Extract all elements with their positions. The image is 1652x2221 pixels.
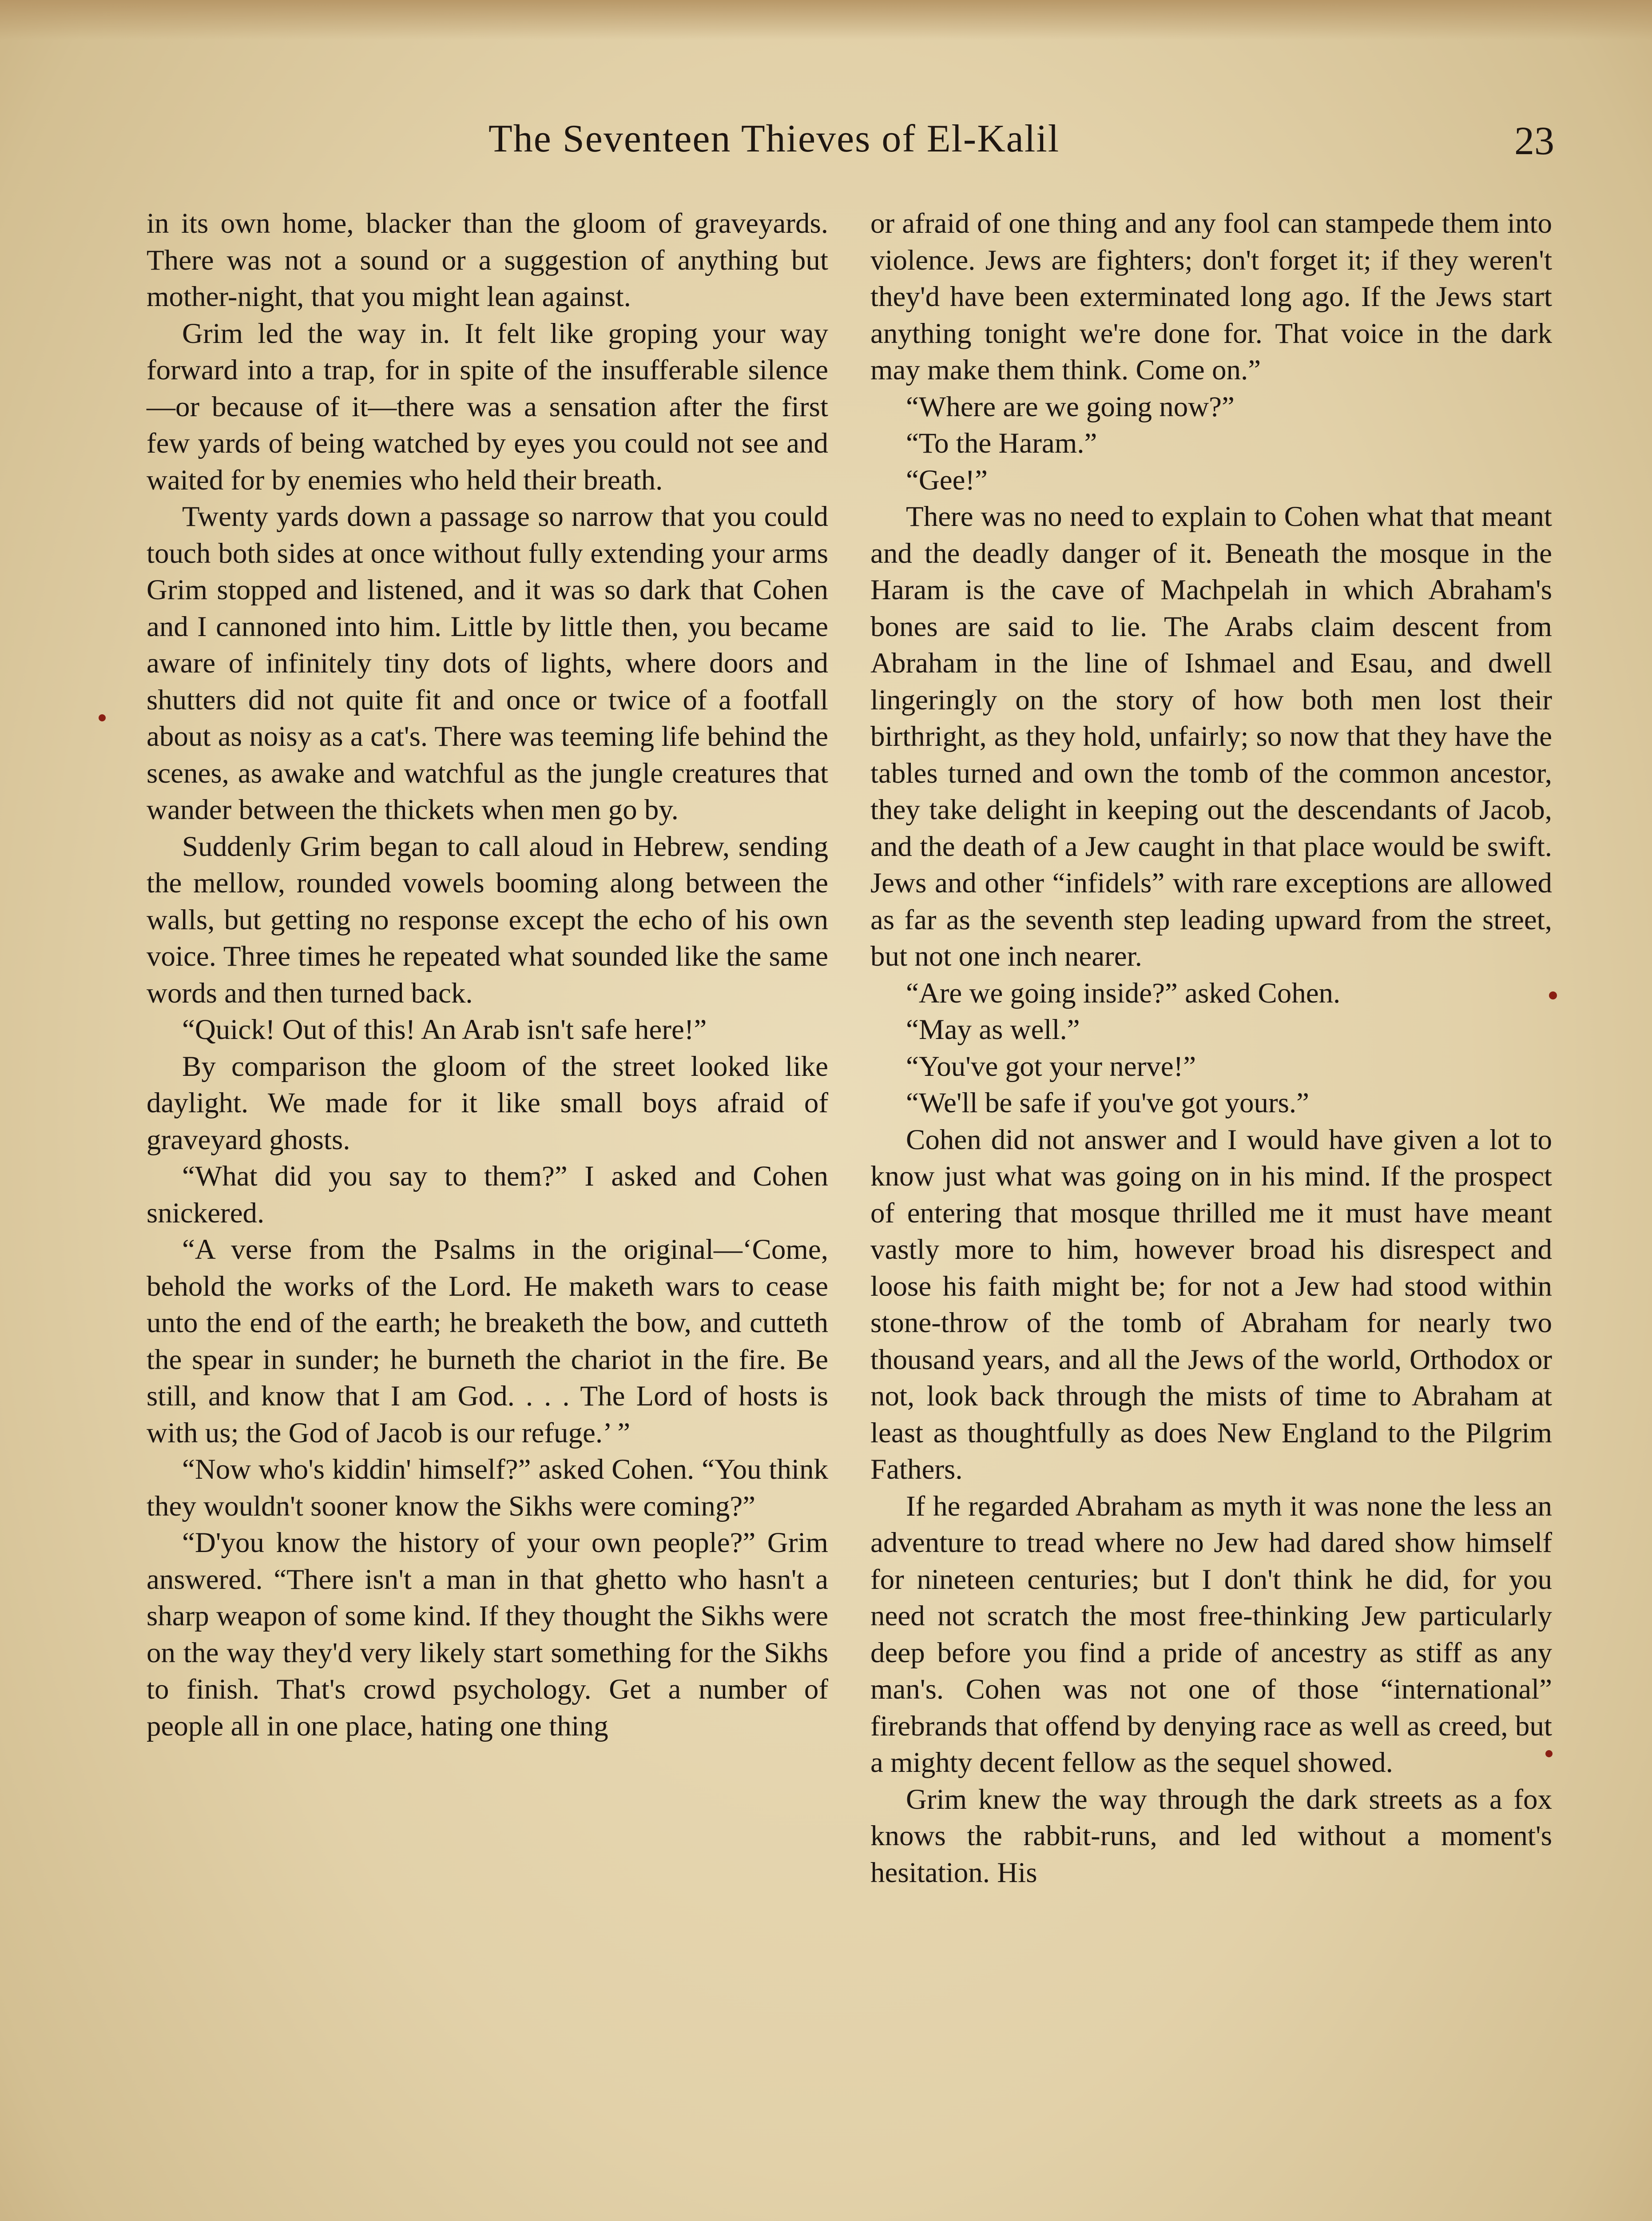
paragraph: “Now who's kiddin' himself?” asked Cohen. “You think they wouldn't sooner know the Sikhs were coming?” [147, 1453, 828, 1522]
right-column [870, 205, 1552, 1891]
paragraph: “Are we going inside?” asked Cohen. [906, 977, 1341, 1009]
paragraph: Grim knew the way through the dark streets as a fox knows the rabbit-runs, and led without a moment's hesitation. His [870, 1783, 1552, 1889]
ink-speck [1545, 1750, 1553, 1757]
paragraph: “May as well.” [906, 1014, 1080, 1046]
paragraph: “Where are we going now?” [906, 390, 1235, 423]
paragraph: “We'll be safe if you've got yours.” [906, 1087, 1310, 1119]
paragraph: By comparison the gloom of the street looked like daylight. We made for it like small boys afraid of graveyard ghosts. [147, 1050, 828, 1156]
paragraph: Grim led the way in. It felt like groping your way forward into a trap, for in spite of the insufferable silence—or because of it—there was a sensation after the first few yards of being watched by eyes you could not see and waited for by enemies who held their breath. [147, 317, 828, 496]
ink-speck [1549, 991, 1557, 999]
paragraph: “What did you say to them?” I asked and Cohen snickered. [147, 1160, 828, 1229]
paragraph: Cohen did not answer and I would have given a lot to know just what was going on in his mind. If the prospect of entering that mosque thrilled me it must have meant vastly more to him, however broad his disrespect and loose his faith might be; for not a Jew had stood within stone-throw of the tomb of Abraham for nearly two thousand years, and all the Jews of the world, Orthodox or not, look back through the mists of time to Abraham at least as thoughtfully as does New England to the Pilgrim Fathers. [870, 1123, 1552, 1485]
paragraph: “To the Haram.” [906, 427, 1097, 459]
paragraph: Twenty yards down a passage so narrow that you could touch both sides at once without fully extending your arms Grim stopped and listened, and it was so dark that Cohen and I cannoned into him. Little by little then, you became aware of infinitely tiny dots of lights, where doors and shutters did not quite fit and once or twice of a footfall about as noisy as a cat's. There was teeming life behind the scenes, as awake and watchful as the jungle creatures that wander between the thickets when men go by. [147, 501, 828, 826]
paragraph: “You've got your nerve!” [906, 1050, 1196, 1083]
paragraph: “Quick! Out of this! An Arab isn't safe here!” [182, 1014, 707, 1046]
paragraph: “A verse from the Psalms in the original—‘Come, behold the works of the Lord. He maketh wars to cease unto the end of the earth; he breaketh the bow, and cutteth the spear in sunder; he burneth the chariot in the fire. Be still, and know that I am God. . . . The Lord of hosts is with us; the God of Jacob is our refuge.’ ” [147, 1234, 828, 1449]
paragraph: or afraid of one thing and any fool can stampede them into violence. Jews are fighters; don't forget it; if they weren't they'd have been exterminated long ago. If the Jews start anything tonight we're done for. That voice in the dark may make them think. Come on.” [870, 207, 1552, 386]
left-column [147, 205, 828, 1744]
page-number: 23 [1514, 119, 1554, 163]
ink-speck [99, 714, 106, 721]
paragraph: “D'you know the history of your own people?” Grim answered. “There isn't a man in that ghetto who hasn't a sharp weapon of some kind. If they thought the Sikhs were on the way they'd very likely start something for the Sikhs to finish. That's crowd psychology. Get a number of people all in one place, hating one thing [147, 1527, 828, 1742]
running-title: The Seventeen Thieves of El-Kalil [488, 117, 1060, 160]
paragraph: in its own home, blacker than the gloom of graveyards. There was not a sound or a suggestion of anything but mother-night, that you might lean against. [147, 207, 828, 313]
paragraph: If he regarded Abraham as myth it was none the less an adventure to tread where no Jew had dared show himself for nineteen centuries; but I don't think he did, for you need not scratch the most free-thinking Jew particularly deep before you find a pride of ancestry as stiff as any man's. Cohen was not one of those “international” firebrands that offend by denying race as well as creed, but a mighty decent fellow as the sequel showed. [870, 1490, 1552, 1779]
paragraph: There was no need to explain to Cohen what that meant and the deadly danger of it. Beneath the mosque in the Haram is the cave of Machpelah in which Abraham's bones are said to lie. The Arabs claim descent from Abraham in the line of Ishmael and Esau, and dwell lingeringly on the story of how both men lost their birthright, as they hold, unfairly; so now that they have the tables turned and own the tomb of the common ancestor, they take delight in keeping out the descendants of Jacob, and the death of a Jew caught in that place would be swift. Jews and other “infidels” with rare exceptions are allowed as far as the seventh step leading upward from the street, but not one inch nearer. [870, 501, 1552, 972]
page-top-edge [0, 0, 1652, 40]
page-header [147, 116, 1554, 165]
paragraph: “Gee!” [906, 464, 988, 496]
paragraph: Suddenly Grim began to call aloud in Hebrew, sending the mellow, rounded vowels booming along between the walls, but getting no response except the echo of his own voice. Three times he repeated what sounded like the same words and then turned back. [147, 830, 828, 1009]
